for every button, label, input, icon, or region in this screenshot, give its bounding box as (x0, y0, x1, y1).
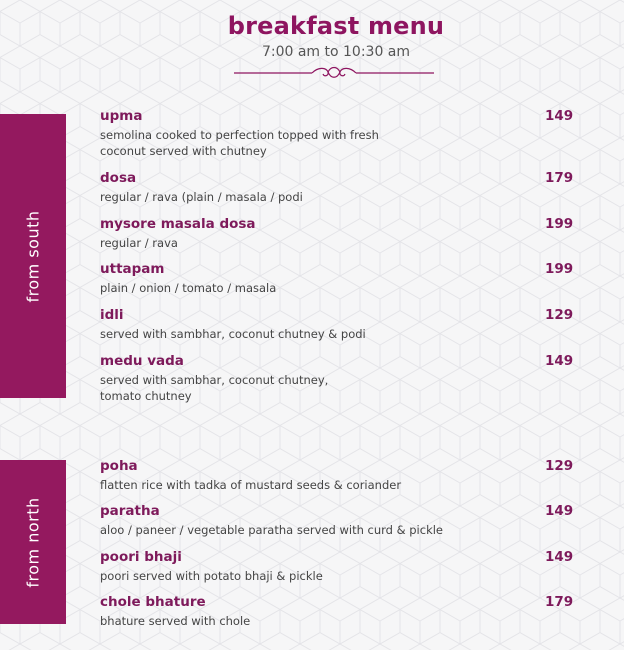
item-price: 129 (545, 307, 574, 323)
item-name: poha (100, 458, 138, 474)
menu-item-chole-bhature (100, 594, 574, 629)
item-price: 179 (545, 594, 574, 610)
item-name: mysore masala dosa (100, 216, 256, 232)
item-description: flatten rice with tadka of mustard seeds & coriander (100, 478, 402, 492)
item-description: poori served with potato bhaji & pickle (100, 569, 323, 583)
menu-item-paratha (100, 503, 574, 538)
item-name: paratha (100, 503, 160, 519)
section-label-south: from south (23, 210, 43, 302)
item-description: regular / rava (100, 236, 178, 250)
menu-item-mysore-masala-dosa (100, 216, 574, 251)
item-price: 129 (545, 458, 574, 474)
item-description: plain / onion / tomato / masala (100, 281, 277, 295)
item-description (100, 127, 570, 159)
item-name: upma (100, 108, 143, 124)
item-name: dosa (100, 170, 137, 186)
item-description-line: coconut served with chutney (100, 144, 267, 158)
section-tab-north (0, 460, 66, 624)
menu-item-idli (100, 307, 574, 342)
item-name: medu vada (100, 353, 184, 369)
item-description (100, 372, 570, 404)
section-label-north: from north (23, 496, 43, 588)
menu-item-dosa (100, 170, 574, 205)
item-price: 199 (545, 261, 574, 277)
menu-item-uttapam (100, 261, 574, 296)
item-description: regular / rava (plain / masala / podi (100, 190, 303, 204)
item-name: chole bhature (100, 594, 206, 610)
item-price: 149 (545, 353, 574, 369)
item-description-line: tomato chutney (100, 389, 192, 403)
item-name: uttapam (100, 261, 165, 277)
menu-item-poori-bhaji (100, 549, 574, 584)
menu-item-poha (100, 458, 574, 493)
item-price: 149 (545, 503, 574, 519)
item-description-line: served with sambhar, coconut chutney, (100, 373, 329, 387)
item-description: served with sambhar, coconut chutney & podi (100, 327, 366, 341)
menu-title: breakfast menu (227, 12, 445, 40)
menu-item-medu-vada (100, 353, 574, 404)
menu-hours: 7:00 am to 10:30 am (261, 44, 411, 60)
item-price: 149 (545, 549, 574, 565)
item-description-line: semolina cooked to perfection topped with fresh (100, 128, 379, 142)
item-name: poori bhaji (100, 549, 182, 565)
item-price: 179 (545, 170, 574, 186)
item-price: 149 (545, 108, 574, 124)
item-description: bhature served with chole (100, 614, 251, 628)
scroll-ornament-icon (234, 64, 434, 82)
item-name: idli (100, 307, 124, 323)
item-description: aloo / paneer / vegetable paratha served with curd & pickle (100, 523, 444, 537)
item-price: 199 (545, 216, 574, 232)
section-tab-south (0, 114, 66, 398)
menu-header (0, 12, 624, 60)
menu-item-upma (100, 108, 574, 159)
